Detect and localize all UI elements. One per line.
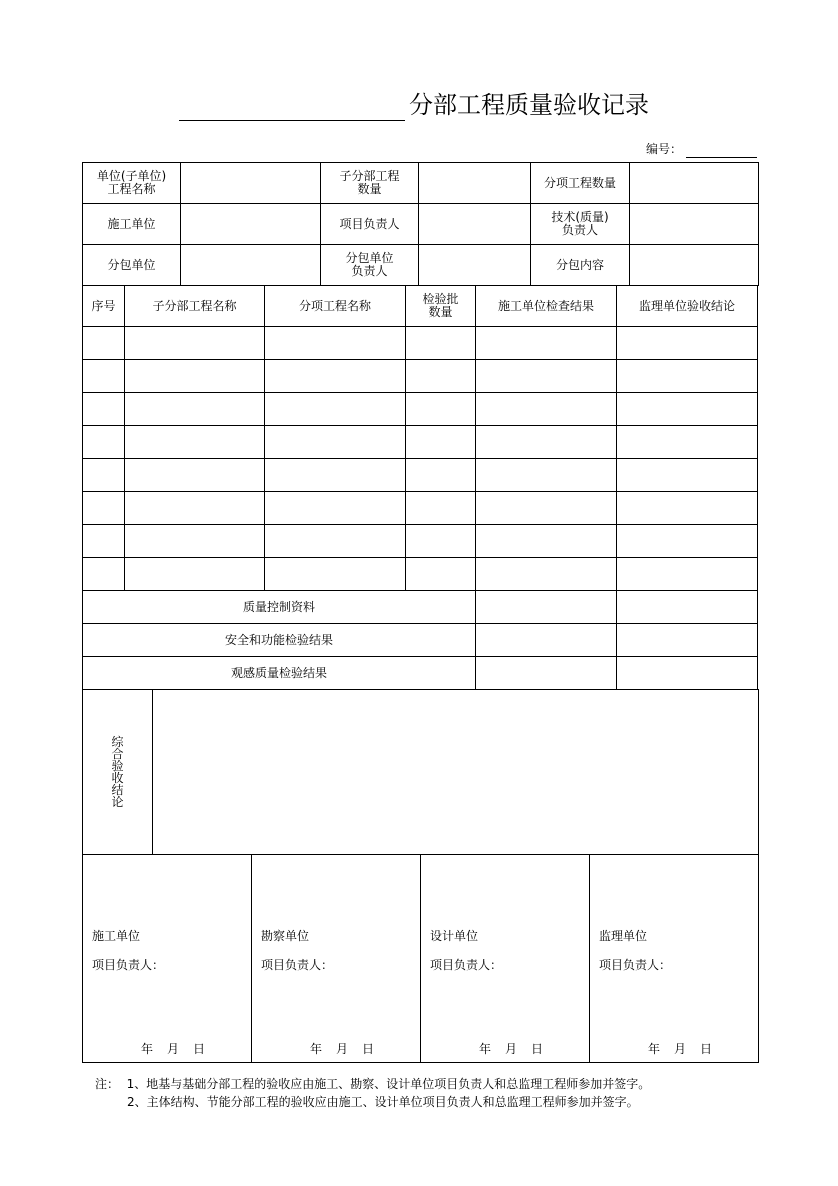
table-cell[interactable] [265, 360, 406, 393]
table-cell[interactable] [406, 525, 476, 558]
table-cell[interactable] [617, 657, 758, 690]
signature-block-supervision[interactable] [590, 855, 759, 1063]
items-table [82, 285, 758, 690]
table-cell[interactable] [476, 657, 617, 690]
col-header-item-name: 分项工程名称 [265, 286, 406, 327]
table-row [83, 459, 758, 492]
table-row [83, 492, 758, 525]
construction-unit-label: 施工单位 [83, 204, 181, 245]
summary-row-quality-docs [83, 591, 758, 624]
signature-person-label: 项目负责人： [599, 958, 672, 972]
signature-unit-label: 施工单位 [92, 929, 141, 943]
table-cell[interactable] [83, 327, 125, 360]
summary-row-safety-function [83, 624, 758, 657]
construction-unit-field[interactable] [181, 204, 321, 245]
project-lead-field[interactable] [419, 204, 531, 245]
signature-unit-label: 监理单位 [599, 929, 648, 943]
tech-lead-field[interactable] [630, 204, 759, 245]
table-cell[interactable] [406, 459, 476, 492]
conclusion-label: 综合验收结论 [83, 690, 153, 855]
table-cell[interactable] [617, 591, 758, 624]
page-title: 分部工程质量验收记录 [409, 91, 649, 119]
table-cell[interactable] [83, 492, 125, 525]
unit-name-field[interactable] [181, 163, 321, 204]
tech-lead-label: 技术(质量) 负责人 [531, 204, 630, 245]
table-cell[interactable] [83, 393, 125, 426]
summary-label: 质量控制资料 [83, 591, 476, 624]
table-cell[interactable] [265, 426, 406, 459]
signature-unit-label: 勘察单位 [261, 929, 310, 943]
table-cell[interactable] [476, 624, 617, 657]
table-row [83, 360, 758, 393]
project-lead-label: 项目负责人 [321, 204, 419, 245]
table-row [83, 426, 758, 459]
table-cell[interactable] [476, 591, 617, 624]
table-cell[interactable] [476, 459, 617, 492]
table-cell[interactable] [83, 459, 125, 492]
col-header-conclusion: 监理单位验收结论 [617, 286, 758, 327]
sub-project-count-field[interactable] [419, 163, 531, 204]
table-row [83, 558, 758, 591]
table-cell[interactable] [406, 327, 476, 360]
summary-label: 观感质量检验结果 [83, 657, 476, 690]
table-cell[interactable] [476, 426, 617, 459]
table-cell[interactable] [476, 393, 617, 426]
table-cell[interactable] [476, 360, 617, 393]
subcontract-unit-label: 分包单位 [83, 245, 181, 286]
signature-date: 年 月 日 [310, 1042, 375, 1056]
col-header-seq: 序号 [83, 286, 125, 327]
signature-date: 年 月 日 [648, 1042, 713, 1056]
signature-unit-label: 设计单位 [430, 929, 479, 943]
table-cell[interactable] [617, 393, 758, 426]
table-cell[interactable] [406, 558, 476, 591]
table-cell[interactable] [406, 426, 476, 459]
signature-date: 年 月 日 [141, 1042, 206, 1056]
conclusion-table [82, 689, 759, 855]
subcontract-content-label: 分包内容 [531, 245, 630, 286]
table-cell[interactable] [265, 492, 406, 525]
col-header-sub-name: 子分部工程名称 [125, 286, 265, 327]
table-cell[interactable] [617, 492, 758, 525]
table-cell[interactable] [265, 525, 406, 558]
footnotes [95, 1075, 650, 1111]
table-cell[interactable] [406, 393, 476, 426]
table-cell[interactable] [265, 558, 406, 591]
table-row [83, 525, 758, 558]
signature-table [82, 854, 759, 1063]
subcontract-lead-field[interactable] [419, 245, 531, 286]
sub-project-count-label: 子分部工程 数量 [321, 163, 419, 204]
table-cell[interactable] [617, 624, 758, 657]
signature-person-label: 项目负责人： [430, 958, 503, 972]
table-cell[interactable] [476, 492, 617, 525]
table-cell[interactable] [476, 327, 617, 360]
table-cell[interactable] [125, 426, 265, 459]
signature-person-label: 项目负责人： [92, 958, 165, 972]
table-cell[interactable] [617, 459, 758, 492]
table-cell[interactable] [617, 360, 758, 393]
signature-block-construction[interactable] [83, 855, 252, 1063]
footnote-2: 2、主体结构、节能分部工程的验收应由施工、设计单位项目负责人和总监理工程师参加并签字。 [127, 1095, 639, 1109]
signature-block-survey[interactable] [252, 855, 421, 1063]
table-cell[interactable] [125, 558, 265, 591]
table-cell[interactable] [83, 360, 125, 393]
signature-date: 年 月 日 [479, 1042, 544, 1056]
table-cell[interactable] [265, 327, 406, 360]
table-cell[interactable] [617, 525, 758, 558]
table-cell[interactable] [265, 393, 406, 426]
serial-number-label: 编号： [646, 142, 683, 156]
subcontract-unit-field[interactable] [181, 245, 321, 286]
project-info-table [82, 162, 759, 286]
table-cell[interactable] [125, 327, 265, 360]
table-cell[interactable] [125, 525, 265, 558]
table-cell[interactable] [83, 558, 125, 591]
col-header-batch-count: 检验批 数量 [406, 286, 476, 327]
signature-person-label: 项目负责人： [261, 958, 334, 972]
col-header-check-result: 施工单位检查结果 [476, 286, 617, 327]
item-count-field[interactable] [630, 163, 759, 204]
table-cell[interactable] [125, 360, 265, 393]
title-prefix-line [179, 120, 405, 121]
table-cell[interactable] [125, 492, 265, 525]
table-row [83, 327, 758, 360]
table-cell[interactable] [617, 558, 758, 591]
table-cell[interactable] [406, 492, 476, 525]
summary-label: 安全和功能检验结果 [83, 624, 476, 657]
table-cell[interactable] [125, 459, 265, 492]
table-cell[interactable] [617, 426, 758, 459]
subcontract-lead-label: 分包单位 负责人 [321, 245, 419, 286]
table-cell[interactable] [83, 525, 125, 558]
table-cell[interactable] [617, 327, 758, 360]
item-count-label: 分项工程数量 [531, 163, 630, 204]
table-row [83, 393, 758, 426]
unit-name-label: 单位(子单位) 工程名称 [83, 163, 181, 204]
table-cell[interactable] [265, 459, 406, 492]
footnote-1: 注： 1、地基与基础分部工程的验收应由施工、勘察、设计单位项目负责人和总监理工程师参加并签字。 [95, 1077, 651, 1091]
signature-block-design[interactable] [421, 855, 590, 1063]
table-cell[interactable] [406, 360, 476, 393]
subcontract-content-field[interactable] [630, 245, 759, 286]
conclusion-field[interactable] [153, 690, 759, 855]
table-cell[interactable] [83, 426, 125, 459]
serial-number-field[interactable] [686, 157, 757, 158]
table-cell[interactable] [476, 558, 617, 591]
table-cell[interactable] [125, 393, 265, 426]
summary-row-appearance [83, 657, 758, 690]
table-cell[interactable] [476, 525, 617, 558]
